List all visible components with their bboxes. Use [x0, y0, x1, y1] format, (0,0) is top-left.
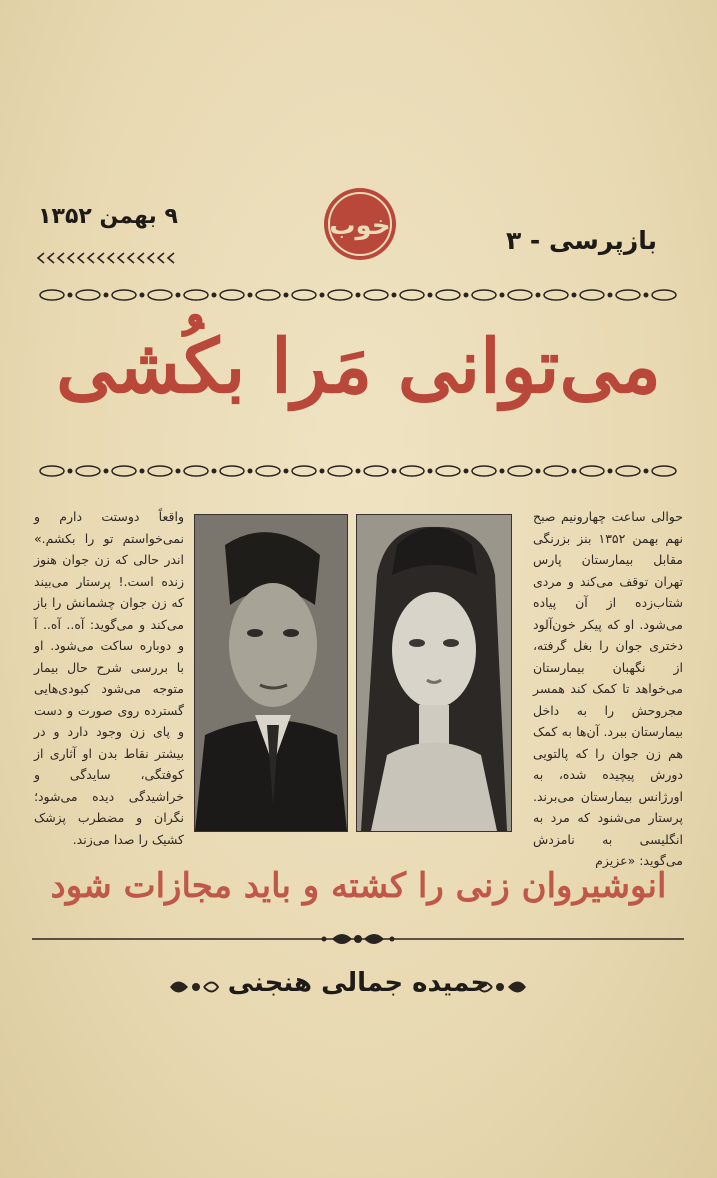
chevron-divider-icon: [36, 252, 176, 264]
ornamental-border-icon: [34, 460, 682, 482]
flourish-divider-icon: [32, 924, 684, 954]
issue-date: ۹ بهمن ۱۳۵۲: [38, 204, 178, 229]
publisher-logo: [318, 182, 402, 266]
article-column-left: [34, 506, 184, 850]
logo-text: خوب: [329, 211, 391, 241]
author-row: [0, 968, 717, 1008]
book-subtitle: انوشیروان زنی را کشته و باید مجازات شود: [50, 866, 667, 906]
ornament-right-icon: [476, 974, 528, 1000]
woman-portrait-photo: [356, 514, 512, 832]
ornamental-border-icon: [34, 284, 682, 306]
article-text-right: حوالی ساعت چهارونیم صبح نهم بهمن ۱۳۵۲ بنز بزرنگی مقابل بیمارستان پارس تهران توقف می‌کند و مردی شتاب‌زده از آن پیاده می‌شود. او که پیکر خون‌آلود دختری جوان را بغل گرفته، از نگهبان بیمارستان می‌خواهد تا کمک کند همسر مجروحش را به داخل بیمارستان ببرد. آن‌ها به کمک هم زن جوان را که پالتویی دورش پیچیده شده، به اورژانس بیمارستان می‌برند. پرستار می‌شنود که مرد به انگلیسی به نامزدش می‌گوید: «عزیزم: [533, 509, 683, 868]
book-title: می‌توانی مَرا بکُشی: [56, 324, 661, 410]
series-label: بازپرسی - ۳: [505, 226, 657, 255]
article-column-right: [533, 506, 683, 872]
author-name: حمیده جمالی هنجنی: [227, 968, 490, 998]
article-text-left: واقعاً دوستت دارم و نمی‌خواستم تو را بکشم.» اندر حالی که زن جوان هنوز زنده است.! پرستار می‌بیند که زن جوان چشمانش را باز می‌کند و می‌گوید: آه.. آه.. آ و دوباره ساکت می‌شود. او با بررسی شرح حال بیمار متوجه می‌شود کبودی‌هایی گسترده روی صورت و دست و پای زن وجود دارد و در بیشتر نقاط بدن او آثاری از کوفتگی، سایدگی و خراشیدگی دیده می‌شود؛ نگران و مضطرب پزشک کشیک را صدا می‌زند.: [34, 509, 184, 847]
man-portrait-photo: [194, 514, 348, 832]
